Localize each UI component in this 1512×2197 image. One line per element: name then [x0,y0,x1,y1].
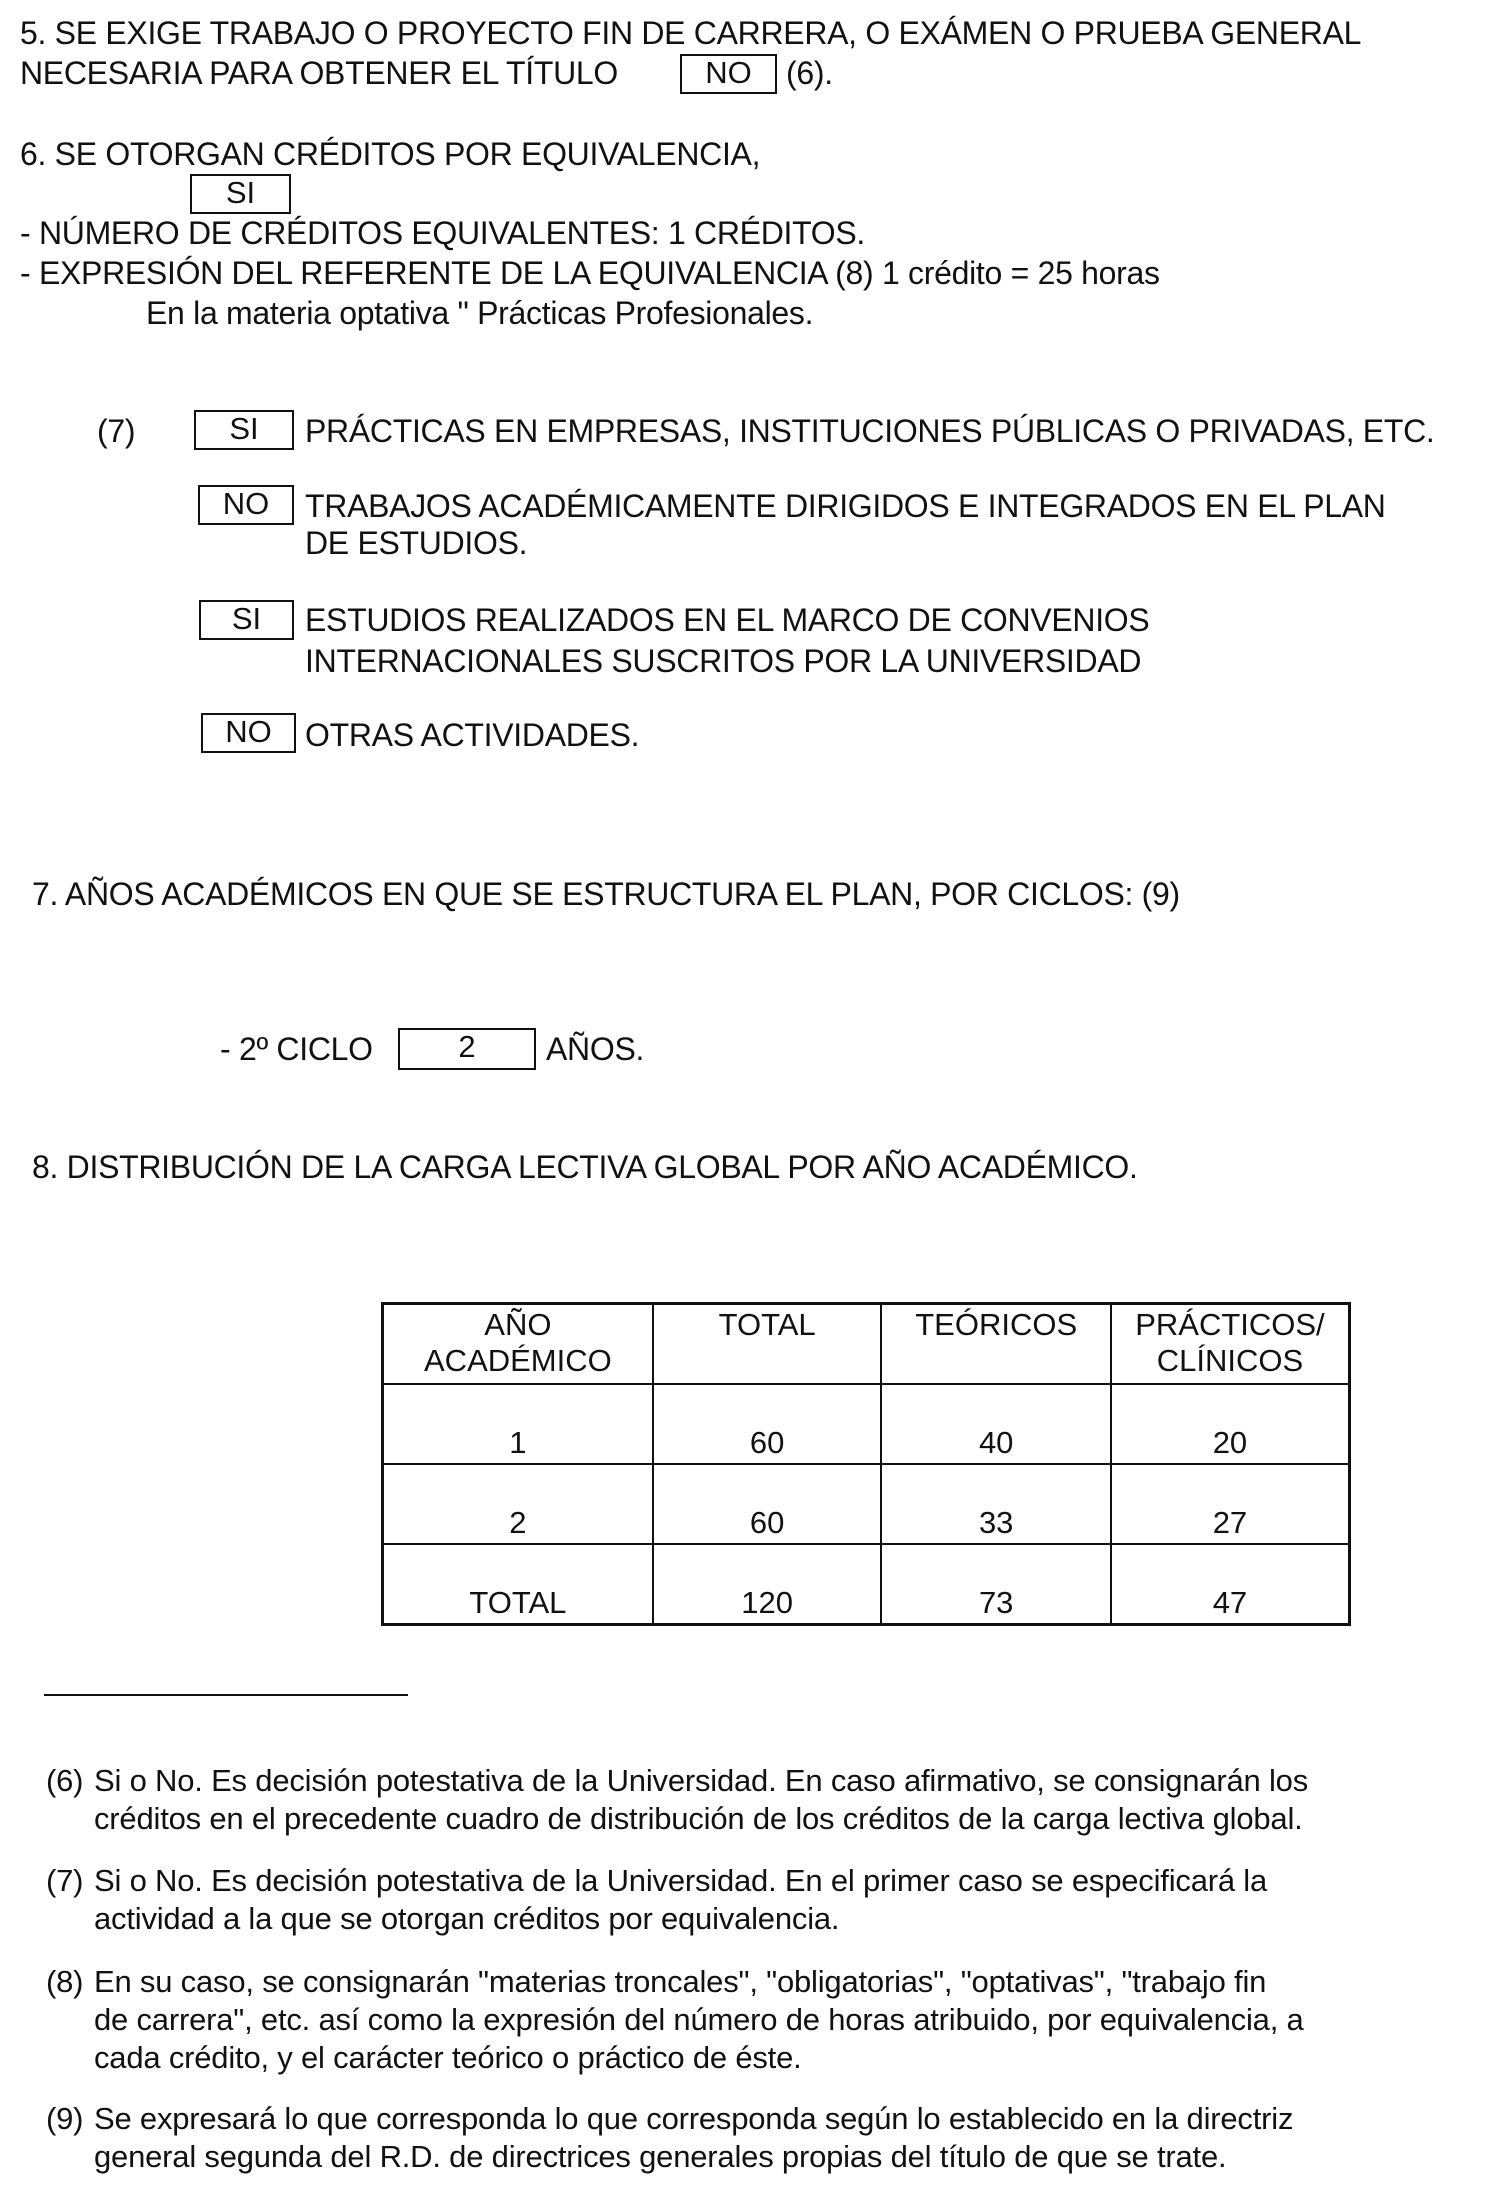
cell-year: 1 [383,1384,653,1464]
table-header-row [383,1304,1350,1384]
footnote-line: Si o No. Es decisión potestativa de la Universidad. En caso afirmativo, se consignarán los [94,1763,1309,1798]
cell-teoricos: 40 [881,1384,1110,1464]
section-5-line-2: NECESARIA PARA OBTENER EL TÍTULO [20,55,618,91]
footnote-line: de carrera", etc. así como la expresión del número de horas atribuido, por equivalencia, a [94,2002,1304,2037]
header-practicos: PRÁCTICOS/ CLÍNICOS [1111,1304,1350,1384]
footnote-8 [46,1963,1304,2077]
option-box-practicas: SI [194,410,294,450]
equivalence-expression: - EXPRESIÓN DEL REFERENTE DE LA EQUIVALENCIA (8) 1 crédito = 25 horas [20,255,1160,291]
cell-total: 60 [653,1384,882,1464]
table-total-row [383,1544,1350,1624]
section-7-title: 7. AÑOS ACADÉMICOS EN QUE SE ESTRUCTURA EL PLAN, POR CICLOS: (9) [32,876,1180,912]
cell-practicos: 27 [1111,1464,1350,1544]
cell-teoricos: 73 [881,1544,1110,1624]
option-box-trabajos: NO [198,485,294,525]
cell-total: 60 [653,1464,882,1544]
footnote-line: Se expresará lo que corresponda lo que corresponda según lo establecido en la directriz [94,2101,1294,2136]
footnote-line: créditos en el precedente cuadro de distribución de los créditos de la carga lectiva global. [94,1801,1303,1836]
footnote-number: (8) [46,1964,84,1999]
footnote-line: cada crédito, y el carácter teórico o práctico de éste. [94,2040,802,2075]
cell-practicos: 20 [1111,1384,1350,1464]
footnote-9 [46,2100,1293,2176]
footnote-separator [44,1694,408,1696]
footnote-ref-6: (6). [786,55,833,91]
footnote-number: (7) [46,1863,84,1898]
section-6-answer-box: SI [190,174,291,214]
footnote-line: general segunda del R.D. de directrices generales propias del título de que se trate. [94,2139,1227,2174]
option-label-practicas: PRÁCTICAS EN EMPRESAS, INSTITUCIONES PÚBLICAS O PRIVADAS, ETC. [305,413,1435,449]
footnote-6 [46,1762,1308,1838]
option-label-estudios-line-1: ESTUDIOS REALIZADOS EN EL MARCO DE CONVENIOS [305,602,1150,638]
option-label-otras: OTRAS ACTIVIDADES. [305,717,640,753]
table-row [383,1384,1350,1464]
footnote-number: (9) [46,2101,84,2136]
ciclo-label: - 2º CICLO [220,1031,373,1067]
equivalence-subject: En la materia optativa " Prácticas Profesionales. [146,295,814,331]
cell-year: 2 [383,1464,653,1544]
cell-year: TOTAL [383,1544,653,1624]
section-5-answer-box: NO [680,54,777,94]
footnote-number: (6) [46,1763,84,1798]
cell-total: 120 [653,1544,882,1624]
option-label-trabajos-line-1: TRABAJOS ACADÉMICAMENTE DIRIGIDOS E INTEGRADOS EN EL PLAN [305,488,1386,524]
cell-teoricos: 33 [881,1464,1110,1544]
header-teoricos: TEÓRICOS [881,1304,1110,1384]
section-6-title: 6. SE OTORGAN CRÉDITOS POR EQUIVALENCIA, [20,136,761,172]
footnote-7 [46,1862,1267,1938]
section-5-line-1: 5. SE EXIGE TRABAJO O PROYECTO FIN DE CARRERA, O EXÁMEN O PRUEBA GENERAL [20,15,1362,51]
footnote-line: Si o No. Es decisión potestativa de la Universidad. En el primer caso se especificará la [94,1863,1268,1898]
ciclo-years-box: 2 [398,1028,536,1070]
option-label-estudios-line-2: INTERNACIONALES SUSCRITOS POR LA UNIVERSIDAD [305,643,1142,679]
table-row [383,1464,1350,1544]
carga-lectiva-table [381,1302,1351,1626]
option-label-trabajos-line-2: DE ESTUDIOS. [305,525,528,561]
equivalent-credits-count: - NÚMERO DE CRÉDITOS EQUIVALENTES: 1 CRÉDITOS. [20,215,866,251]
section-8-title: 8. DISTRIBUCIÓN DE LA CARGA LECTIVA GLOBAL POR AÑO ACADÉMICO. [32,1149,1138,1185]
footnote-line: En su caso, se consignarán "materias troncales", "obligatorias", "optativas", "trabajo fin [94,1964,1267,1999]
header-total: TOTAL [653,1304,882,1384]
option-box-estudios: SI [199,600,294,640]
ciclo-unit: AÑOS. [546,1031,645,1067]
footnote-ref-7: (7) [97,413,136,449]
footnote-line: actividad a la que se otorgan créditos por equivalencia. [94,1901,840,1936]
header-ano-academico: AÑO ACADÉMICO [383,1304,653,1384]
cell-practicos: 47 [1111,1544,1350,1624]
option-box-otras: NO [201,713,296,753]
